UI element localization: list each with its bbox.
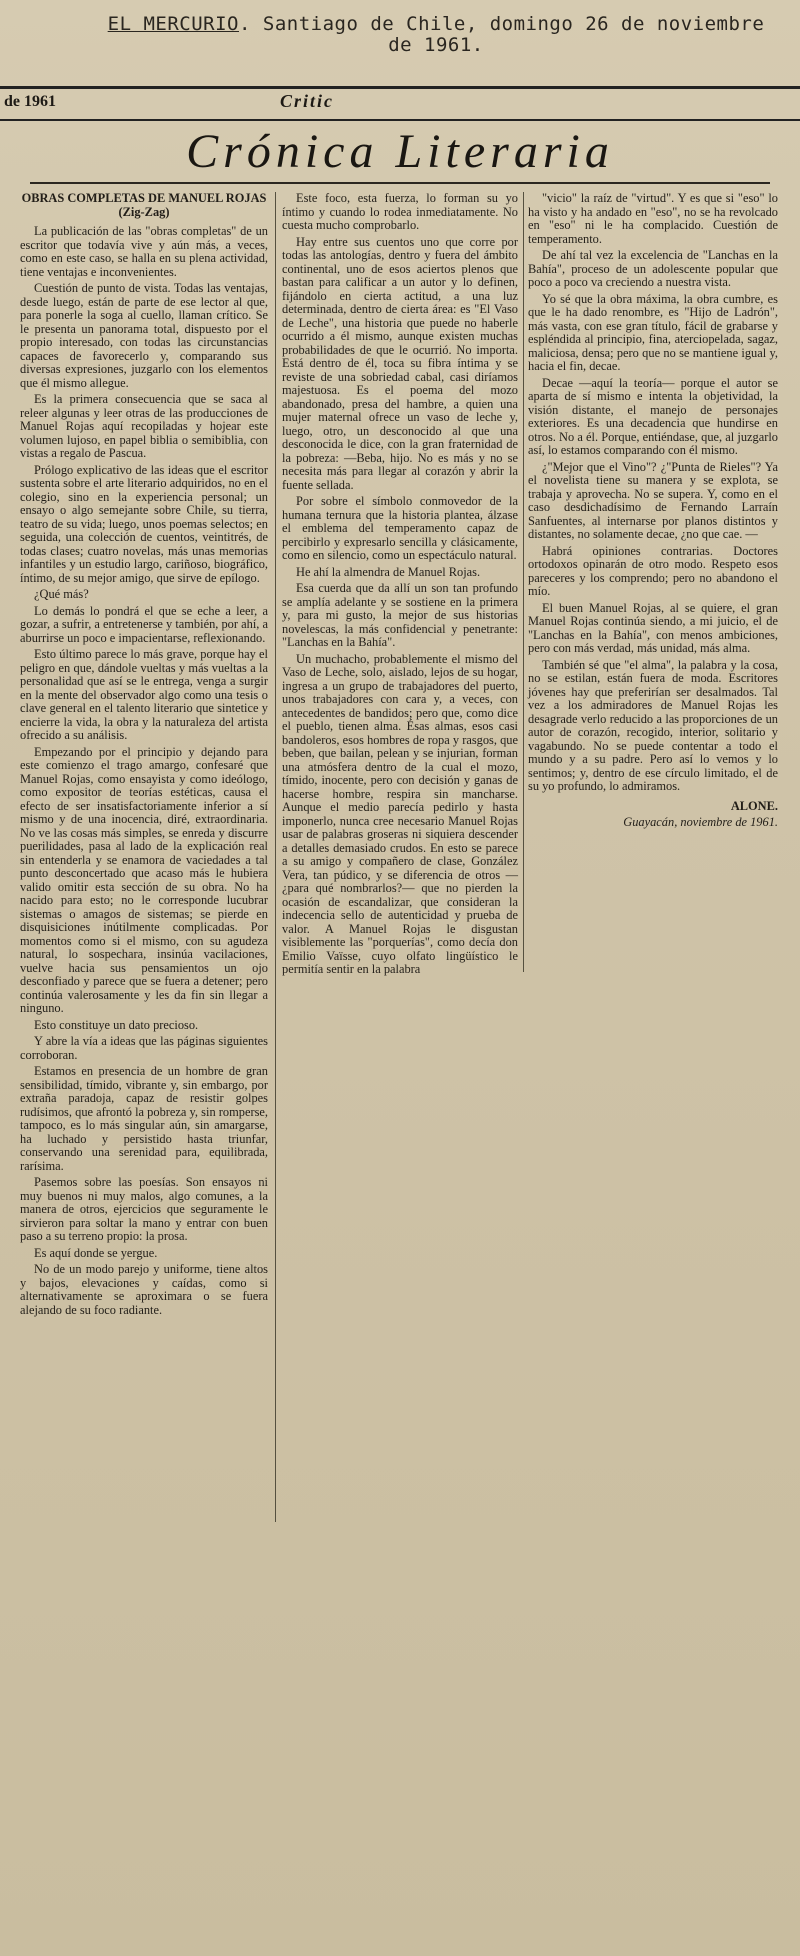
paragraph: Esto último parece lo más grave, porque hay el peligro en que, dándole vueltas y más vueltas a la personalidad que así se le entrega, venga a surgir en la mente del observador algo como una tesis o clave general en el talento literario que sintetice y encierre la vida, la obra y la naturaleza del artista ofrecido a su análisis. bbox=[20, 647, 268, 742]
paragraph: Y abre la vía a ideas que las páginas siguientes corroboran. bbox=[20, 1034, 268, 1062]
paragraph: Habrá opiniones contrarias. Doctores ortodoxos opinarán de otro modo. Respeto esos pareceres y los comprendo; pero no abandono el mío. bbox=[528, 543, 778, 598]
section-label: Critic bbox=[280, 91, 335, 111]
paragraph: Cuestión de punto de vista. Todas las ventajas, desde luego, están de parte de ese lector al que, para ponerle la soga al cuello, llaman crítico. Se le presenta un panorama total, dispuesto por el propio interesado, con todas las circunstancias capaces de favorecerlo y, comparando sus diversas expresiones, juzgarlo con los elementos que él mismo allegue. bbox=[20, 281, 268, 390]
headline-rule bbox=[30, 182, 770, 184]
paragraph: Este foco, esta fuerza, lo forman su yo íntimo y cuando lo rodea inmediatamente. No cuesta mucho comprobarlo. bbox=[282, 191, 518, 232]
article-column-3 bbox=[528, 192, 778, 833]
paragraph: La publicación de las "obras completas" de un escritor que todavía vive y aún más, a veces, como en este caso, se halla en su plena actividad, tiene ventajas e inconvenientes. bbox=[20, 224, 268, 279]
paragraph: Hay entre sus cuentos uno que corre por todas las antologías, dentro y fuera del ámbito continental, uno de esos aciertos plenos que bastan para calificar a un autor y lo definen, fijándolo en cierta actitud, a una luz determinada, dentro de cierta área: es "El Vaso de Leche", una historia que puede no haberle ocurrido a él mismo, aunque existen muchas probabilidades de que le ocurrió. No importa. Está dentro de él, toca su fibra íntima y se reviste de una sobriedad cabal, casi diríamos majestuosa. Es el poema del mozo abandonado, presa del hambre, a quien una mujer maternal ofrece un vaso de leche y, luego, otro, un desconocido al que una desconocida le dice, con la gran fraternidad de la pobreza: —Beba, hijo. No es más y no se necesita más para llegar al corazón y abrir la fuente sellada. bbox=[282, 234, 518, 492]
paragraph: Por sobre el símbolo conmovedor de la humana ternura que la historia plantea, álzase el emblema del temperamento capaz de percibirlo y expresarlo sencilla y clásicamente, como en silencio, como un espectáculo natural. bbox=[282, 494, 518, 562]
source-date: . Santiago de Chile, domingo 26 de noviembre de 1961. bbox=[239, 13, 765, 56]
paragraph: También sé que "el alma", la palabra y la cosa, no se estilan, están fuera de moda. Escritores jóvenes hay que preferirían ser desalmados. Tal vez a los admiradores de Manuel Rojas les desagrade verlo reducido a las proporciones de un autor de corazón, recogido, interior, solitario y vagabundo. No se puede contentar a todo el mundo y a su padre. Pero así lo vemos y lo sentimos; y, dentro de ese círculo limitado, el de su yo profundo, lo admiramos. bbox=[528, 657, 778, 793]
paragraph: ¿Qué más? bbox=[34, 587, 89, 601]
column-divider bbox=[523, 192, 524, 972]
paragraph: Estamos en presencia de un hombre de gran sensibilidad, tímido, vibrante y, sin embargo, por extraña paradoja, capaz de resistir golpes rudísimos, que afrontó la pobreza y, sin romperse, tampoco, es lo más singular aún, sin amargarse, ha luchado y persistido hasta triunfar, conservando una serenidad para, equilibrada, rarísima. bbox=[20, 1064, 268, 1173]
folio-date: de 1961 bbox=[4, 93, 56, 110]
paragraph: Decae —aquí la teoría— porque el autor se aparta de sí mismo e intenta la objetividad, la visión distante, el manejo de personajes exteriores. Es una decadencia que hundirse en otros. No a él. Porque, entiéndase, que, al juzgarlo así, lo estamos comparando con él mismo. bbox=[528, 375, 778, 457]
paragraph: Es la primera consecuencia que se saca al releer algunas y leer otras de las producciones de Manuel Rojas aquí recopiladas y hojear este volumen lujoso, en papel biblia o semibiblia, con vistas a regalo de Pascua. bbox=[20, 392, 268, 460]
column-divider bbox=[275, 192, 276, 1522]
headline: Crónica Literaria bbox=[186, 125, 614, 178]
folio-bar bbox=[0, 86, 800, 121]
paragraph: "vicio" la raíz de "virtud". Y es que si "eso" lo ha visto y ha andado en "eso", no se ha revolcado en "eso" ni le ha complacido. Cuestión de temperamento. bbox=[528, 191, 778, 246]
paragraph: Esto constituye un dato precioso. bbox=[34, 1017, 199, 1032]
newspaper-name: EL MERCURIO bbox=[107, 13, 239, 35]
paragraph: No de un modo parejo y uniforme, tiene altos y bajos, elevaciones y caídas, como si alternativamente se aproximara o se fuera alejando de su foco radiante. bbox=[20, 1262, 268, 1317]
paragraph: Es aquí donde se yergue. bbox=[34, 1245, 158, 1260]
paragraph: Yo sé que la obra máxima, la obra cumbre, es que le ha dado renombre, es "Hijo de Ladrón", más vasta, con ese gran título, fácil de grabarse y espléndida al principio, fina, aterciopelada, sagaz, maliciosa, densa; pero que no se mantiene igual y, hacia el fin, decae. bbox=[528, 291, 778, 373]
paragraph: De ahí tal vez la excelencia de "Lanchas en la Bahía", proceso de un adolescente popular que poco a poco va creciendo a nuestra vista. bbox=[528, 248, 778, 289]
paragraph: El buen Manuel Rojas, al se quiere, el gran Manuel Rojas continúa siendo, a mi juicio, el de "Lanchas en la Bahía", con menos ambiciones, pero con más verdad, más unidad, más alma. bbox=[528, 600, 778, 655]
paragraph: Un muchacho, probablemente el mismo del Vaso de Leche, solo, aislado, lejos de su hogar, ingresa a un grupo de trabajadores del puerto, unos trabajadores con cara y, a veces, con antecedentes de bandidos; pero que, como dice el pueblo, tienen alma. Ésas almas, esos casi bandoleros, esos hombres de ropa y rasgos, que beben, que bailan, pelean y se injurian, forman una atmósfera dentro de la cual el mozo, tímido, inocente, pero con decisión y ganas de hacerse hombre, respira sin mancharse. Aunque el medio parecía pedirlo y hasta imponerlo, nunca cree necesario Manuel Rojas usar de palabras groseras ni siquiera descender a detalles demasiado crudos. En esto se parece a su amigo y compañero de clase, González Vera, tan púdico, y se diferencia de otros —¿para qué nombrarlos?— que no pierden la ocasión de escandalizar, que consideran la indecencia sello de autenticidad y prueba de valor. A Manuel Rojas le disgustan visiblemente las "porquerías", como decía don Emilio Vaïsse, cuyo olfato lingüístico le permitía sentir en la palabra bbox=[282, 651, 518, 976]
article-column-1 bbox=[20, 192, 268, 1320]
article-column-2 bbox=[282, 192, 518, 980]
dateline: Guayacán, noviembre de 1961. bbox=[623, 815, 778, 829]
paragraph: Lo demás lo pondrá el que se eche a leer, a gozar, a sufrir, a entretenerse y también, por ahí, a aburrirse un poco e impacientarse, reflexionando. bbox=[20, 603, 268, 645]
paragraph: Prólogo explicativo de las ideas que el escritor sustenta sobre el arte literario adquiridos, no en el colegio, sino en la experiencia personal; un ensayo o algo semejante sobre Chile, su tierra, teatro de su vida; luego, unos poemas selectos; en seguida, una colección de cuentos, veintitrés, de todas clases; cuatro novelas, más unas memorias infantiles y un estudio largo, cariñoso, biográfico, íntimo, de su mejor amigo, que sirve de epílogo. bbox=[20, 462, 268, 585]
paragraph: Esa cuerda que da allí un son tan profundo se amplía adelante y se sostiene en la primera y, para mi gusto, la mejor de sus historias novelescas, la más confidencial y penetrante: "Lanchas en la Bahía". bbox=[282, 581, 518, 649]
paragraph: Empezando por el principio y dejando para este comienzo el trago amargo, confesaré que Manuel Rojas, como ensayista y como ideólogo, como expositor de teorías estéticas, causa el efecto de ser insatisfactoriamente inferior a sí mismo y de una inocencia, diré, extraordinaria. No ve las cosas más simples, se enreda y discurre puerilidades, pasa al lado de la explicación real sin entenderla y se enamora de vaciedades a tal punto desconcertado que acaso más le hubiera valido omitir esta sección de su obra. No ha nacido para esto; no le corresponde lucubrar sistemas o amagos de sistemas; se pierde en disquisiciones inútilmente complicadas. Por momentos como si el mismo, con su agudeza natural, lo sospechara, insinúa vacilaciones, vuelve hacia sus pensamientos un ojo desconfiado y parece que se fuera a detener; pero continúa valerosamente y les da fin sin llegar a ninguno. bbox=[20, 744, 268, 1015]
paragraph: ¿"Mejor que el Vino"? ¿"Punta de Rieles"? Ya el novelista tiene su manera y se explota, se trabaja y aprovecha. No se supera. Y, como en el caso desdichadísimo de Fernando Larraín Sanfuentes, al internarse por planos distintos y distantes, no solamente decae, ¿no que cae. — bbox=[528, 459, 778, 541]
paragraph: Pasemos sobre las poesías. Son ensayos ni muy buenos ni muy malos, algo comunes, a la manera de otros, ejercicios que seguramente le sirvieron para soltar la mano y entrar con buen paso a su terreno propio: la prosa. bbox=[20, 1175, 268, 1243]
author-signature: ALONE. bbox=[730, 798, 778, 813]
typed-source-note bbox=[96, 14, 776, 56]
article-title: OBRAS COMPLETAS DE MANUEL ROJAS (Zig-Zag) bbox=[21, 191, 267, 219]
paragraph: He ahí la almendra de Manuel Rojas. bbox=[296, 564, 481, 579]
